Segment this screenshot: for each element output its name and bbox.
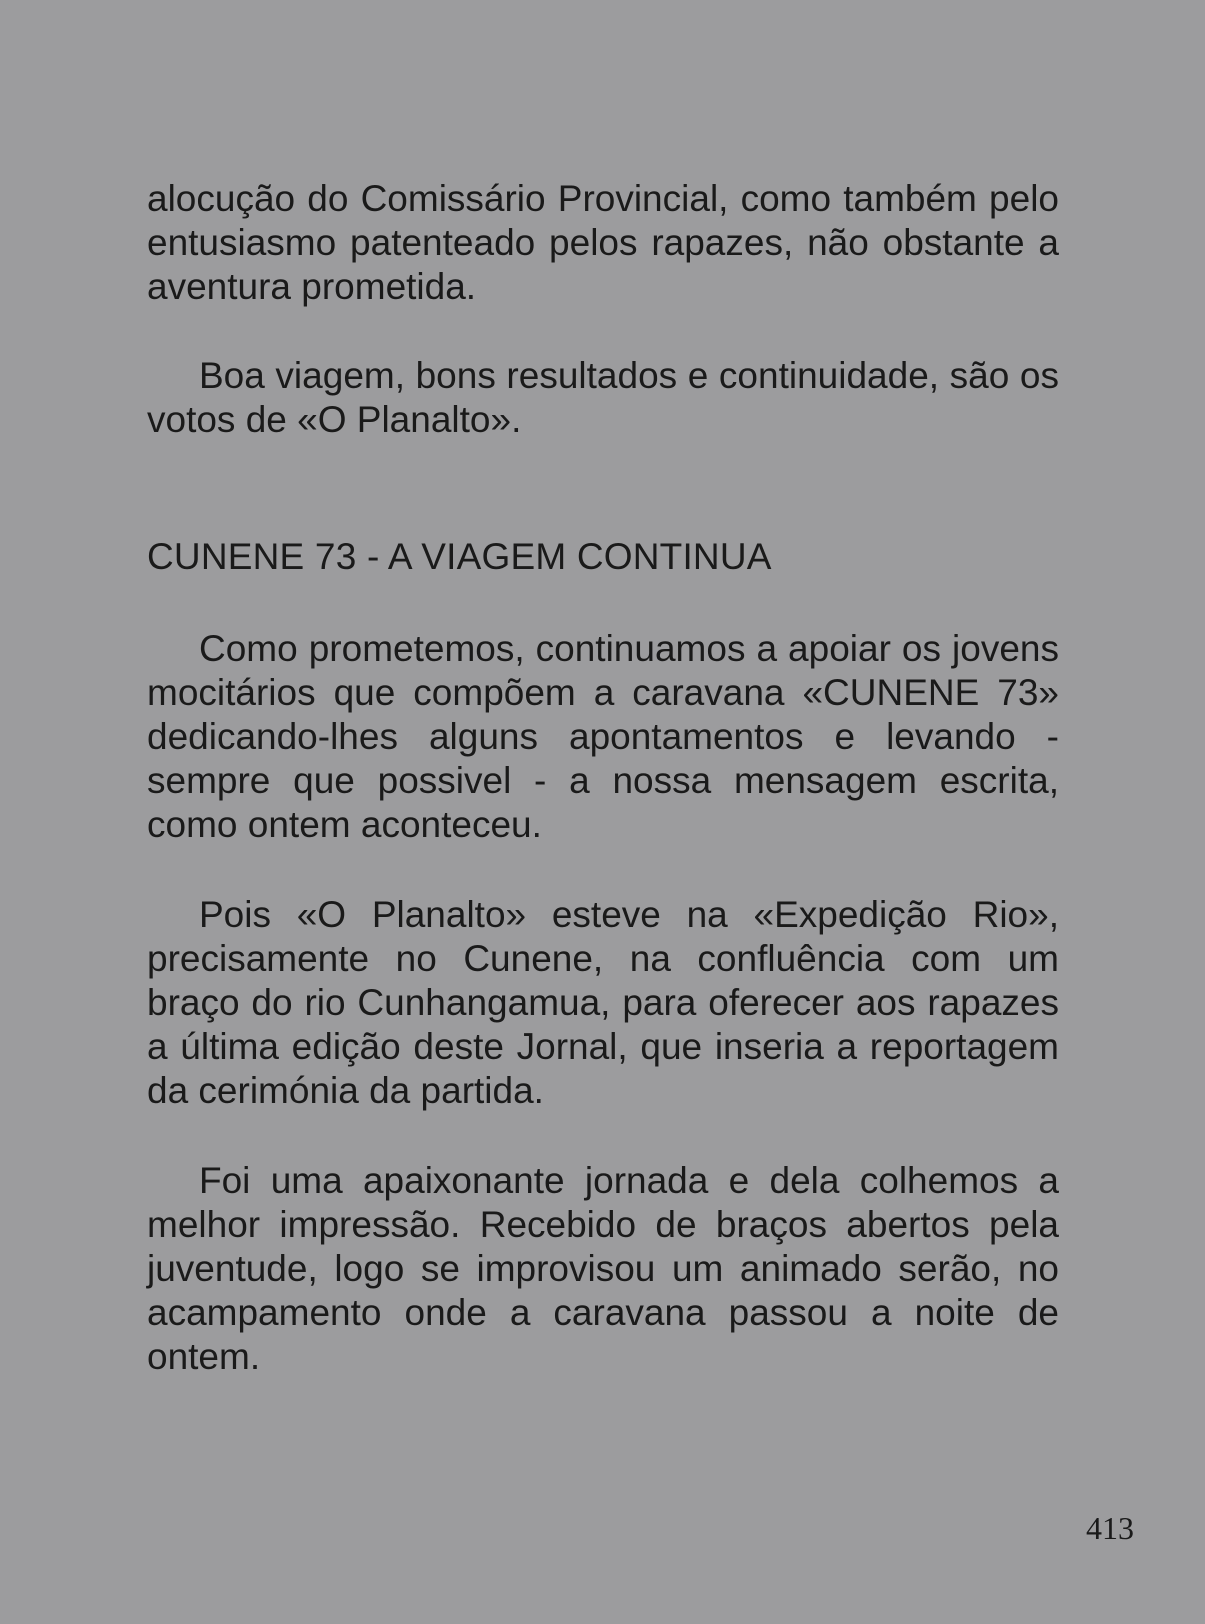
paragraph-support: Como prometemos, continuamos a apoiar os jovens mocitários que compõem a caravana «CUNENE 73» dedicando-lhes alguns apontamentos e levando - sempre que possivel - a nossa mensagem escrita, como ontem aconteceu. (147, 628, 1059, 845)
section-heading: CUNENE 73 - A VIAGEM CONTINUA (147, 536, 772, 577)
paragraph-continuation: alocução do Comissário Provincial, como também pelo entusiasmo patenteado pelos rapazes, não obstante a aventura prometida. (147, 178, 1059, 307)
page-number: 413 (1086, 1510, 1134, 1546)
paragraph-good-wishes: Boa viagem, bons resultados e continuidade, são os votos de «O Planalto». (147, 355, 1059, 440)
paragraph-expedition: Pois «O Planalto» esteve na «Expedição Rio», precisamente no Cunene, na confluência com um braço do rio Cunhangamua, para oferecer aos rapazes a última edição deste Jornal, que inseria a reportagem da cerimónia da partida. (147, 894, 1059, 1111)
paragraph-journey: Foi uma apaixonante jornada e dela colhemos a melhor impressão. Recebido de braços abertos pela juventude, logo se improvisou um animado serão, no acampamento onde a caravana passou a noite de ontem. (147, 1160, 1059, 1377)
